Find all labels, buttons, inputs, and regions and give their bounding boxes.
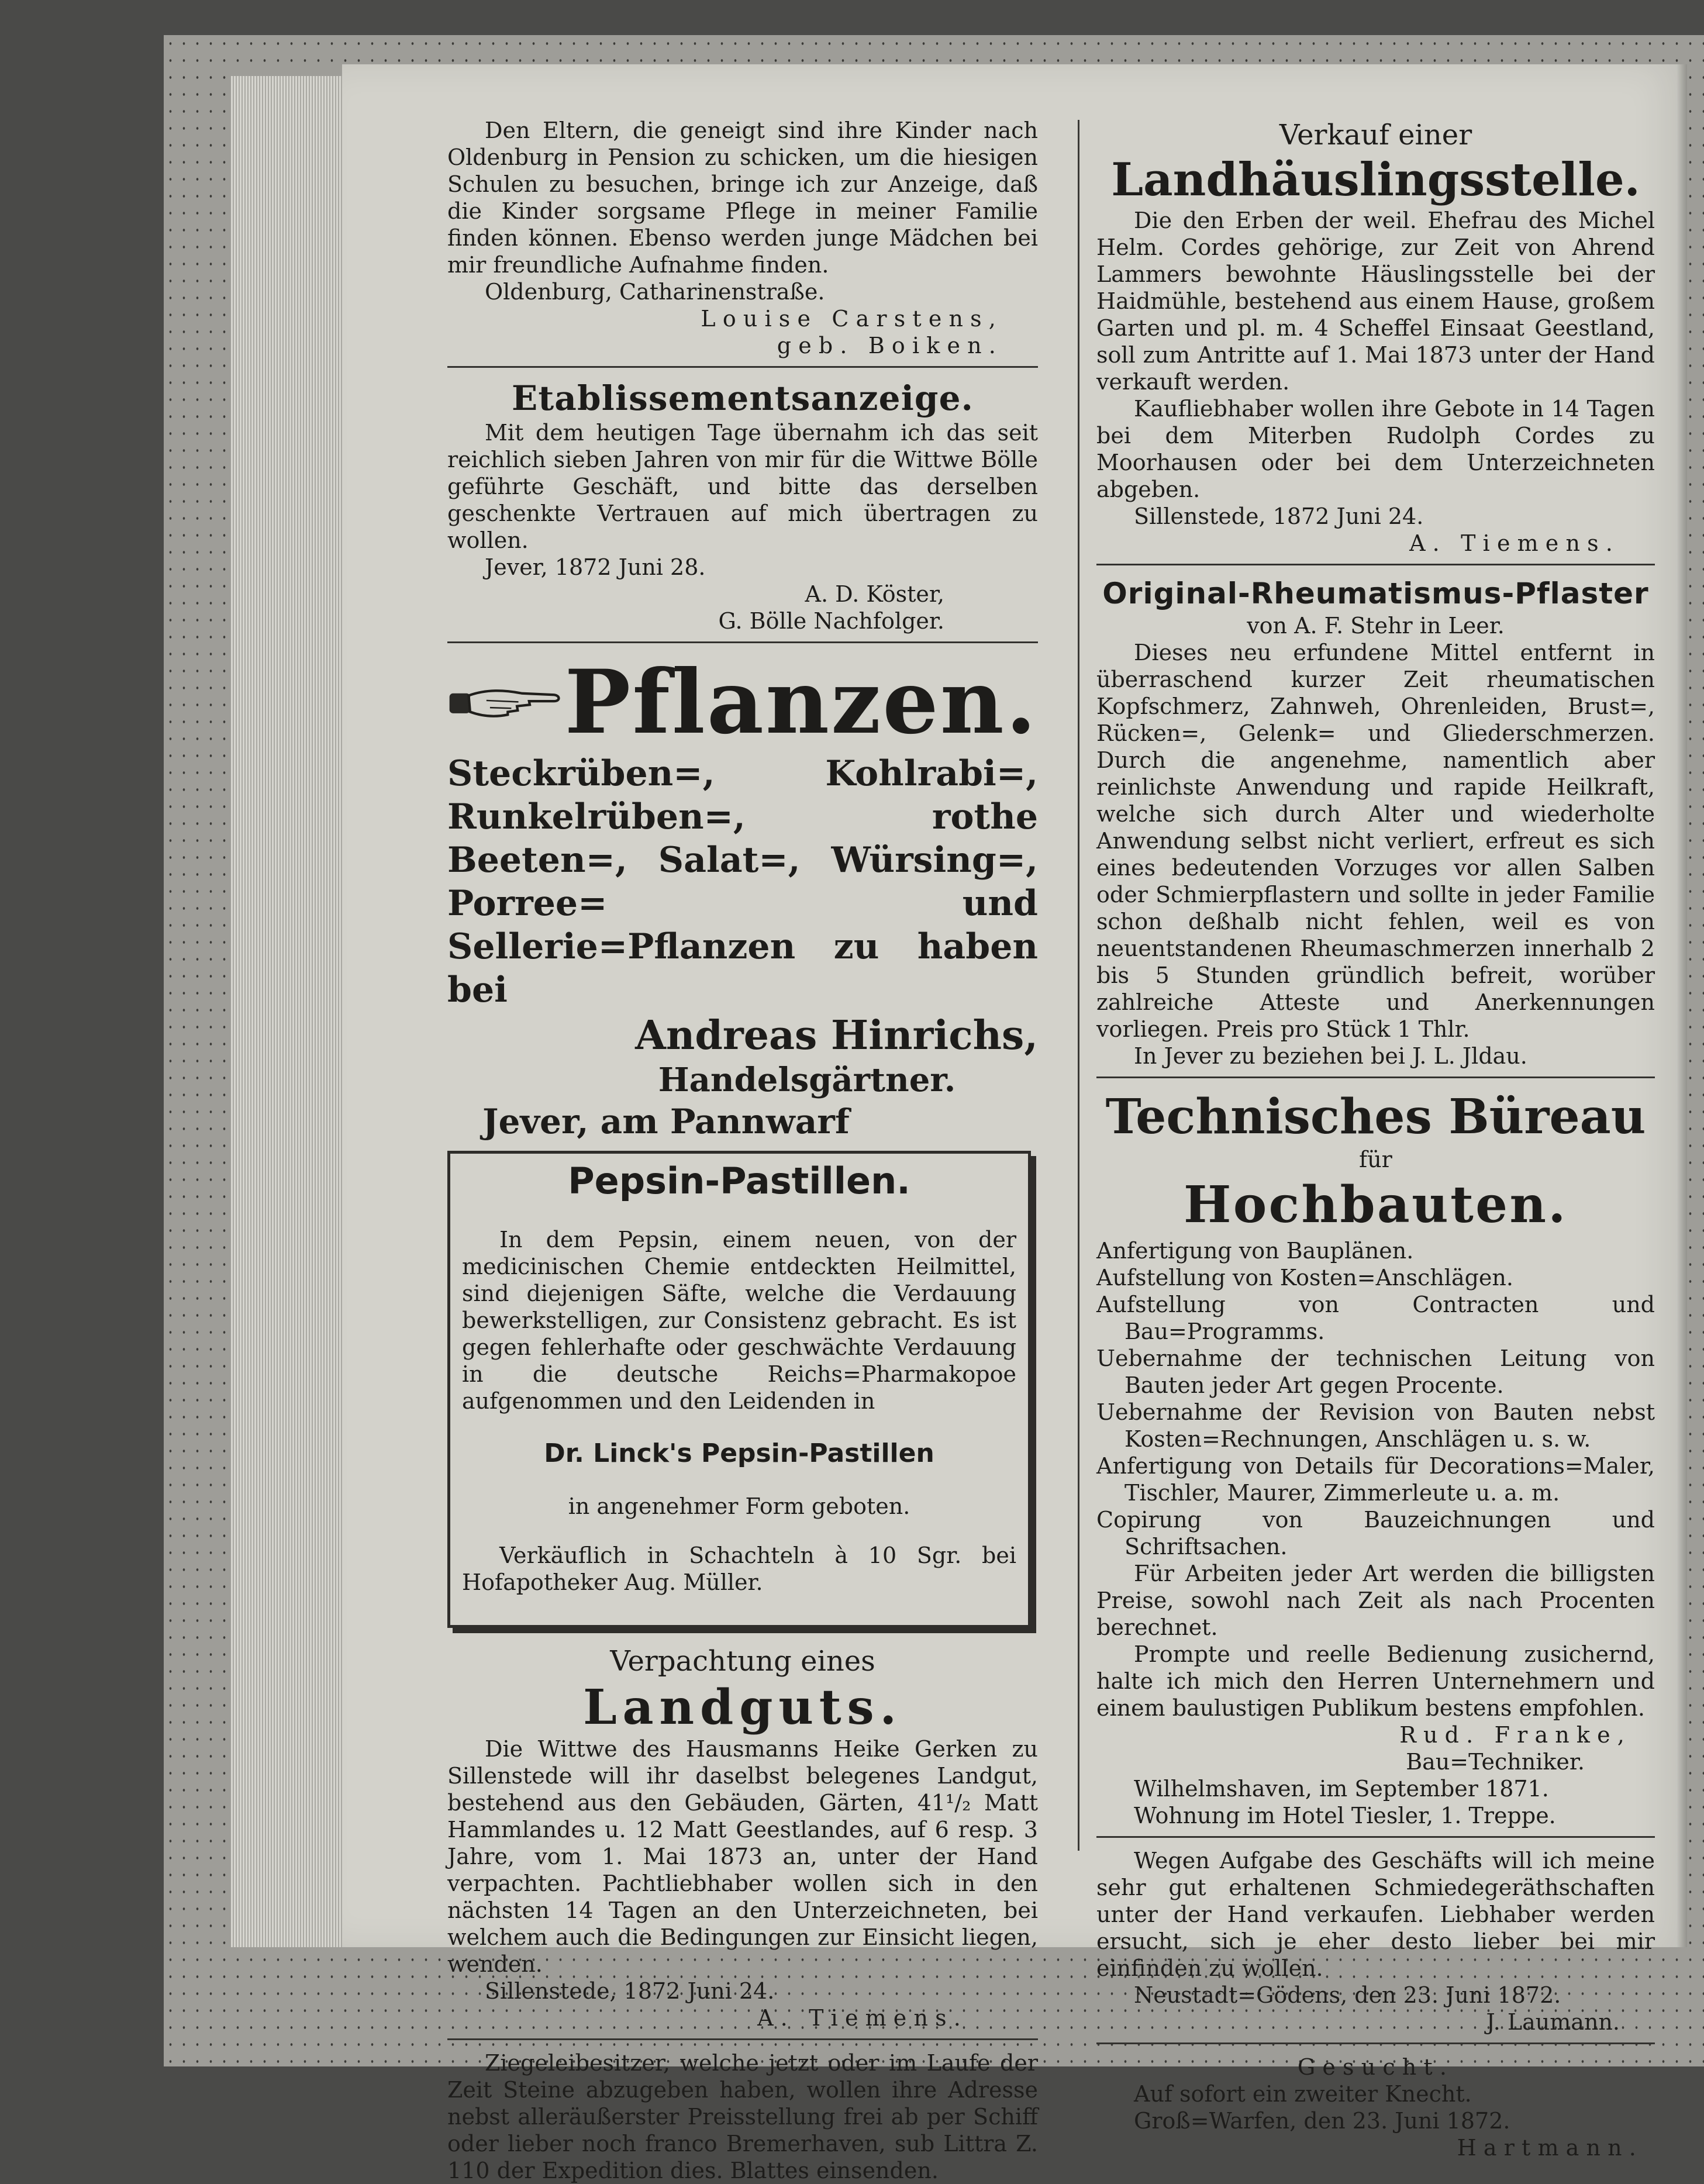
ad-title: Etablissementsanzeige. xyxy=(511,378,974,418)
list-item: Uebernahme der Revision von Bauten nebst Kosten=Rechnungen, Anschlägen u. s. w. xyxy=(1096,1399,1655,1452)
ad-signature: A. Tiemens. xyxy=(757,2005,968,2031)
ad-place: Wilhelmshaven, im September 1871. xyxy=(1134,1776,1549,1802)
separator xyxy=(1096,1836,1655,1838)
column-rule xyxy=(1078,120,1079,1851)
ad-form: in angenehmer Form geboten. xyxy=(568,1493,910,1519)
ad-bricks xyxy=(447,2050,1038,2184)
ad-address: Wohnung im Hotel Tiesler, 1. Treppe. xyxy=(1134,1803,1556,1828)
ad-signature: Rud. Franke, xyxy=(1399,1722,1631,1748)
ad-body: Die Wittwe des Hausmanns Heike Gerken zu Sillenstede will ihr daselbst belegenes Landgut, bestehend aus den Gebäuden, Gärten, 41¹/₂ Matt Hammlandes u. 12 Matt Geestlandes, auf 6 resp. 3 Jahre, vom 1. Mai 1873 an, unter der Hand verpachten. Pachtliebhaber wollen sich in den nächsten 14 Tagen an den Unterzeichneten, bei welchem auch die Bedingungen zur Einsicht liegen, wenden. xyxy=(447,1736,1038,1977)
ad-title: Technisches Büreau xyxy=(1105,1089,1646,1145)
plants-header xyxy=(447,653,1038,752)
ad-body: Ziegeleibesitzer, welche jetzt oder im Laufe der Zeit Steine abzugeben haben, wollen ihre Adresse nebst alleräußerster Preisstellung frei ab per Schiff oder lieber noch franco Bremerhaven, sub Littra Z. 110 der Expedition dies. Blattes einsenden. xyxy=(447,2050,1038,2183)
separator xyxy=(447,641,1038,643)
ad-title-fuer: für xyxy=(1359,1147,1392,1172)
ad-date: Jever, 1872 Juni 28. xyxy=(485,554,706,580)
page-shadow xyxy=(1677,64,1687,1947)
ad-title-large: Landhäuslingsstelle. xyxy=(1111,153,1640,206)
list-item: Copirung von Bauzeichnungen und Schriftsachen. xyxy=(1096,1507,1655,1559)
ad-technical-bureau xyxy=(1096,1088,1655,1829)
ad-trade: Handelsgärtner. xyxy=(658,1061,956,1099)
ad-title: Verkauf einer xyxy=(1279,119,1472,151)
ad-date: Groß=Warfen, den 23. Juni 1872. xyxy=(1134,2108,1510,2134)
right-column xyxy=(1096,117,1655,2161)
ad-plants xyxy=(447,653,1038,1143)
ad-body: In dem Pepsin, einem neuen, von der medicinischen Chemie entdeckten Heilmittel, sind diejenigen Säfte, welche die Verdauung bewerkstelligen, zur Consistenz gebracht. Es ist gegen fehlerhafte oder geschwächte Verdauung in die deutsche Reichs=Pharmakopoe aufgenommen und den Leidenden in xyxy=(462,1227,1016,1414)
ad-rheumatism xyxy=(1096,575,1655,1069)
left-column xyxy=(447,117,1038,2184)
separator xyxy=(447,2038,1038,2040)
ad-lease xyxy=(447,1643,1038,2031)
ad-signature: Louise Carstens, xyxy=(701,306,1003,332)
ad-title-large: Landguts. xyxy=(583,1679,902,1736)
ad-body-2: Prompte und reelle Bedienung zusichernd, halte ich mich den Herren Unternehmern und einem baulustigen Publikum bestens empfohlen. xyxy=(1096,1641,1655,1721)
ad-signature-sub: geb. Boiken. xyxy=(777,333,1003,358)
ad-signature-sub: G. Bölle Nachfolger. xyxy=(718,608,944,634)
ad-body: Den Eltern, die geneigt sind ihre Kinder nach Oldenburg in Pension zu schicken, um die hiesigen Schulen zu besuchen, bringe ich zur Anzeige, daß die Kinder sorgsame Pflege in meiner Familie finden können. Ebenso werden junge Mädchen bei mir freundliche Aufnahme finden. xyxy=(447,118,1038,278)
ad-body: Mit dem heutigen Tage übernahm ich das seit reichlich sieben Jahren von mir für die Wittwe Bölle geführte Geschäft, und bitte das derselben geschenkte Vertrauen auf mich übertragen zu wollen. xyxy=(447,420,1038,553)
ad-title: Pepsin-Pastillen. xyxy=(568,1160,910,1202)
ad-body: Steckrüben=, Kohlrabi=, Runkelrüben=, rothe Beeten=, Salat=, Würsing=, Porree= und Sellerie=Pflanzen zu haben bei xyxy=(447,753,1038,1010)
pointing-hand-icon xyxy=(447,664,565,740)
ad-title: Original-Rheumatismus-Pflaster xyxy=(1102,577,1649,610)
ad-sale: In Jever zu beziehen bei J. L. Jldau. xyxy=(1134,1043,1527,1069)
ad-product: Dr. Linck's Pepsin-Pastillen xyxy=(544,1438,934,1468)
ad-smithy-tools xyxy=(1096,1847,1655,2035)
separator xyxy=(1096,564,1655,565)
ad-date: Neustadt=Gödens, den 23. Juni 1872. xyxy=(1134,1982,1561,2008)
ad-signature: A. Tiemens. xyxy=(1409,530,1620,556)
ad-signature: A. D. Köster, xyxy=(805,581,944,607)
ad-body-2: Kaufliebhaber wollen ihre Gebote in 14 Tagen bei dem Miterben Rudolph Cordes zu Moorhausen oder bei dem Unterzeichneten abgeben. xyxy=(1096,396,1655,502)
separator xyxy=(1096,2042,1655,2044)
ad-title: Gesucht. xyxy=(1297,2054,1454,2080)
ad-name: Andreas Hinrichs, xyxy=(635,1012,1038,1059)
ad-boarding xyxy=(447,117,1038,359)
ad-signature: J. Laumann. xyxy=(1486,2009,1620,2035)
list-item: Aufstellung von Kosten=Anschlägen. xyxy=(1096,1265,1513,1291)
ad-place: Jever, am Pannwarf xyxy=(482,1102,850,1141)
ad-body: Für Arbeiten jeder Art werden die billigsten Preise, sowohl nach Zeit als nach Procenten berechnet. xyxy=(1096,1561,1655,1640)
ad-establishment xyxy=(447,377,1038,634)
separator xyxy=(1096,1077,1655,1078)
newspaper-page xyxy=(342,64,1687,2183)
ad-wanted xyxy=(1096,2054,1655,2161)
ad-title: Verpachtung eines xyxy=(610,1645,875,1678)
page-edges xyxy=(231,76,354,1947)
ad-place: Oldenburg, Catharinenstraße. xyxy=(485,279,825,305)
separator xyxy=(447,366,1038,368)
list-item: Anfertigung von Bauplänen. xyxy=(1096,1238,1414,1264)
ad-title: Pflanzen. xyxy=(564,651,1038,754)
ad-body: Auf sofort ein zweiter Knecht. xyxy=(1134,2081,1472,2107)
ad-title-large: Hochbauten. xyxy=(1184,1175,1568,1234)
ad-signature: Hartmann. xyxy=(1457,2135,1643,2161)
ad-byline: von A. F. Stehr in Leer. xyxy=(1247,613,1505,639)
ad-signature-sub: Bau=Techniker. xyxy=(1406,1749,1585,1775)
ad-cottage-sale xyxy=(1096,117,1655,557)
list-item: Uebernahme der technischen Leitung von Bauten jeder Art gegen Procente. xyxy=(1096,1345,1655,1398)
list-item: Anfertigung von Details für Decorations=Maler, Tischler, Maurer, Zimmerleute u. a. m. xyxy=(1096,1453,1655,1506)
ad-body: Wegen Aufgabe des Geschäfts will ich meine sehr gut erhaltenen Schmiedegeräthschaften unter der Hand verkaufen. Liebhaber werden ersucht, sich je eher desto lieber bei mir einfinden zu wollen. xyxy=(1096,1848,1655,1981)
ad-date: Sillenstede, 1872 Juni 24. xyxy=(485,1978,775,2004)
ad-pepsin xyxy=(447,1151,1031,1628)
ad-sale: Verkäuflich in Schachteln à 10 Sgr. bei Hofapotheker Aug. Müller. xyxy=(462,1543,1016,1595)
list-item: Aufstellung von Contracten und Bau=Programms. xyxy=(1096,1292,1655,1344)
ad-body: Die den Erben der weil. Ehefrau des Michel Helm. Cordes gehörige, zur Zeit von Ahrend Lammers bewohnte Häuslingsstelle bei der Haidmühle, bestehend aus einem Hause, großem Garten und pl. m. 4 Scheffel Einsaat Geestland, soll zum Antritte auf 1. Mai 1873 unter der Hand verkauft werden. xyxy=(1096,208,1655,395)
ad-body: Dieses neu erfundene Mittel entfernt in überraschend kurzer Zeit rheumatischen Kopfschmerz, Zahnweh, Ohrenleiden, Brust=, Rücken=, Gelenk= und Gliederschmerzen. Durch die angenehme, namentlich aber reinlichste Anwendung und rapide Heilkraft, welche sich durch Alter und wiederholte Anwendung selbst nicht verliert, erfreut es sich eines bedeutenden Vorzuges vor allen Salben oder Schmierpflastern und sollte in jeder Familie schon deßhalb nicht fehlen, weil es von neuentstandenen Rheumaschmerzen innerhalb 2 bis 5 Stunden gründlich befreit, worüber zahlreiche Atteste und Anerkennungen vorliegen. Preis pro Stück 1 Thlr. xyxy=(1096,640,1655,1042)
ad-date: Sillenstede, 1872 Juni 24. xyxy=(1134,503,1424,529)
